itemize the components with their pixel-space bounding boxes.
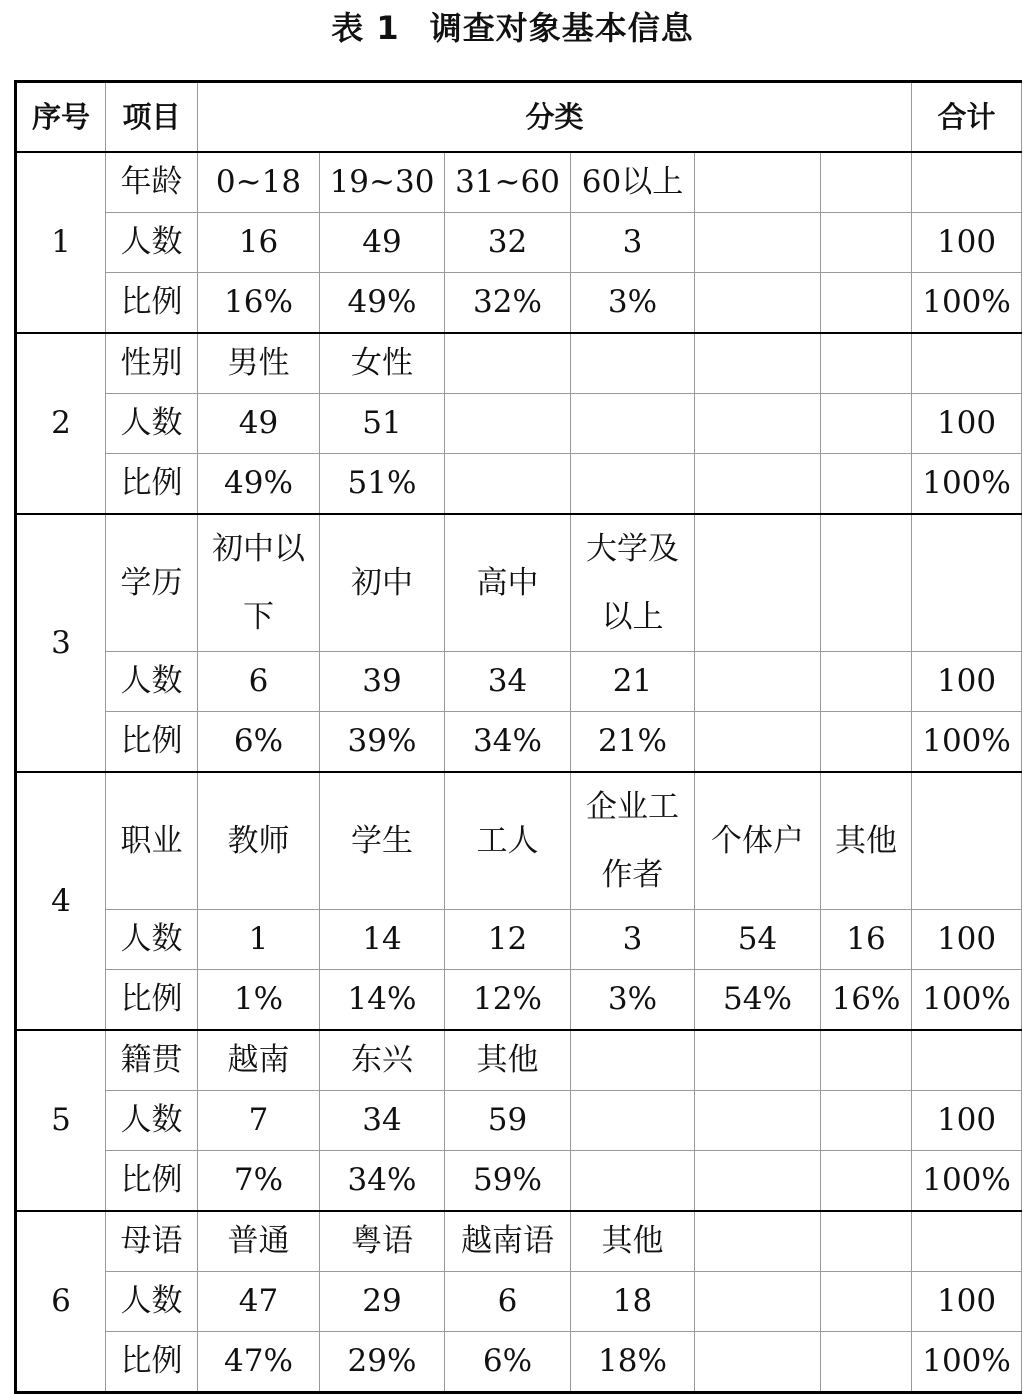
category-cell: 59%: [445, 1151, 571, 1212]
row-label-cell: 籍贯: [106, 1030, 198, 1091]
category-cell: [821, 1030, 912, 1091]
category-cell: 0~18: [198, 152, 320, 213]
total-cell: 100: [912, 910, 1022, 970]
category-cell: 个体户: [695, 772, 821, 910]
category-cell: 18: [571, 1272, 695, 1332]
header-seq: 序号: [16, 82, 106, 153]
category-cell: 54%: [695, 970, 821, 1031]
table-row: [16, 910, 1022, 970]
row-label-cell: 母语: [106, 1211, 198, 1272]
total-cell: 100%: [912, 1332, 1022, 1393]
category-cell: [695, 152, 821, 213]
table-row: [16, 712, 1022, 773]
category-cell: 女性: [320, 333, 445, 394]
table-row: [16, 652, 1022, 712]
category-cell: 34%: [445, 712, 571, 773]
category-cell: 39: [320, 652, 445, 712]
category-cell: [571, 454, 695, 515]
category-cell: 越南语: [445, 1211, 571, 1272]
category-cell: 29%: [320, 1332, 445, 1393]
category-cell: [821, 514, 912, 652]
total-cell: 100: [912, 213, 1022, 273]
table-body: [16, 152, 1022, 1393]
category-cell: 东兴: [320, 1030, 445, 1091]
category-cell: 初中以下: [198, 514, 320, 652]
seq-cell: 1: [16, 152, 106, 333]
category-cell: 1: [198, 910, 320, 970]
category-cell: 粤语: [320, 1211, 445, 1272]
category-cell: 初中: [320, 514, 445, 652]
row-label-cell: 人数: [106, 1091, 198, 1151]
category-cell: [695, 1272, 821, 1332]
seq-cell: 6: [16, 1211, 106, 1393]
category-cell: [571, 1030, 695, 1091]
category-cell: [821, 454, 912, 515]
category-cell: 16%: [198, 273, 320, 334]
category-cell: 39%: [320, 712, 445, 773]
seq-cell: 5: [16, 1030, 106, 1211]
total-cell: 100: [912, 1091, 1022, 1151]
category-cell: 大学及以上: [571, 514, 695, 652]
category-cell: 企业工作者: [571, 772, 695, 910]
table-row: [16, 1332, 1022, 1393]
category-cell: 32%: [445, 273, 571, 334]
row-label-cell: 人数: [106, 910, 198, 970]
category-cell: [821, 652, 912, 712]
category-cell: 29: [320, 1272, 445, 1332]
category-cell: 7%: [198, 1151, 320, 1212]
category-cell: 21: [571, 652, 695, 712]
category-cell: 32: [445, 213, 571, 273]
row-label-cell: 年龄: [106, 152, 198, 213]
category-cell: 男性: [198, 333, 320, 394]
category-cell: [695, 1211, 821, 1272]
category-cell: 3: [571, 910, 695, 970]
table-row: [16, 970, 1022, 1031]
category-cell: 60以上: [571, 152, 695, 213]
total-cell: 100%: [912, 1151, 1022, 1212]
category-cell: [695, 712, 821, 773]
category-cell: [695, 394, 821, 454]
caption-number: 表 1: [331, 9, 400, 47]
category-cell: [695, 652, 821, 712]
category-cell: [571, 1091, 695, 1151]
category-cell: [445, 454, 571, 515]
category-cell: 16%: [821, 970, 912, 1031]
table-row: [16, 1272, 1022, 1332]
category-cell: [695, 273, 821, 334]
total-cell: 100%: [912, 273, 1022, 334]
row-label-cell: 人数: [106, 213, 198, 273]
table-row: [16, 454, 1022, 515]
row-label-cell: 人数: [106, 1272, 198, 1332]
total-cell: 100: [912, 394, 1022, 454]
seq-cell: 4: [16, 772, 106, 1030]
total-cell: [912, 514, 1022, 652]
category-cell: 工人: [445, 772, 571, 910]
category-cell: 6: [198, 652, 320, 712]
table-row: [16, 1211, 1022, 1272]
header-row: [16, 82, 1022, 153]
category-cell: 47: [198, 1272, 320, 1332]
category-cell: 51%: [320, 454, 445, 515]
category-cell: 普通: [198, 1211, 320, 1272]
category-cell: [821, 152, 912, 213]
category-cell: 6: [445, 1272, 571, 1332]
category-cell: [821, 712, 912, 773]
category-cell: 6%: [445, 1332, 571, 1393]
total-cell: 100: [912, 1272, 1022, 1332]
category-cell: 19~30: [320, 152, 445, 213]
category-cell: [695, 454, 821, 515]
seq-cell: 3: [16, 514, 106, 772]
table-row: [16, 213, 1022, 273]
category-cell: 14: [320, 910, 445, 970]
category-cell: 1%: [198, 970, 320, 1031]
total-cell: [912, 772, 1022, 910]
category-cell: 47%: [198, 1332, 320, 1393]
category-cell: 12: [445, 910, 571, 970]
category-cell: [445, 333, 571, 394]
row-label-cell: 比例: [106, 1151, 198, 1212]
category-cell: 34%: [320, 1151, 445, 1212]
total-cell: 100%: [912, 454, 1022, 515]
total-cell: [912, 1030, 1022, 1091]
table-row: [16, 772, 1022, 910]
category-cell: [821, 1091, 912, 1151]
category-cell: 教师: [198, 772, 320, 910]
category-cell: 51: [320, 394, 445, 454]
category-cell: [695, 514, 821, 652]
survey-info-table: [14, 80, 1022, 1394]
total-cell: 100: [912, 652, 1022, 712]
category-cell: 学生: [320, 772, 445, 910]
table-row: [16, 273, 1022, 334]
category-cell: 7: [198, 1091, 320, 1151]
table-row: [16, 1030, 1022, 1091]
seq-cell: 2: [16, 333, 106, 514]
header-item: 项目: [106, 82, 198, 153]
category-cell: [445, 394, 571, 454]
table-row: [16, 333, 1022, 394]
category-cell: [695, 333, 821, 394]
row-label-cell: 职业: [106, 772, 198, 910]
row-label-cell: 比例: [106, 1332, 198, 1393]
category-cell: 其他: [571, 1211, 695, 1272]
category-cell: [821, 1151, 912, 1212]
row-label-cell: 比例: [106, 273, 198, 334]
category-cell: 3: [571, 213, 695, 273]
category-cell: 16: [821, 910, 912, 970]
table-row: [16, 1151, 1022, 1212]
category-cell: [821, 333, 912, 394]
category-cell: 14%: [320, 970, 445, 1031]
category-cell: 越南: [198, 1030, 320, 1091]
category-cell: [695, 213, 821, 273]
table-row: [16, 152, 1022, 213]
category-cell: 12%: [445, 970, 571, 1031]
category-cell: [821, 1272, 912, 1332]
category-cell: [821, 1332, 912, 1393]
total-cell: 100%: [912, 712, 1022, 773]
category-cell: 16: [198, 213, 320, 273]
header-total: 合计: [912, 82, 1022, 153]
category-cell: 49: [320, 213, 445, 273]
total-cell: [912, 1211, 1022, 1272]
category-cell: 49: [198, 394, 320, 454]
caption-title: 调查对象基本信息: [429, 9, 694, 47]
row-label-cell: 比例: [106, 970, 198, 1031]
row-label-cell: 人数: [106, 652, 198, 712]
category-cell: [571, 394, 695, 454]
category-cell: 31~60: [445, 152, 571, 213]
category-cell: 6%: [198, 712, 320, 773]
category-cell: [695, 1030, 821, 1091]
category-cell: 59: [445, 1091, 571, 1151]
category-cell: 其他: [821, 772, 912, 910]
category-cell: 21%: [571, 712, 695, 773]
category-cell: [571, 333, 695, 394]
category-cell: 3%: [571, 970, 695, 1031]
table-row: [16, 394, 1022, 454]
category-cell: 34: [320, 1091, 445, 1151]
category-cell: 49%: [320, 273, 445, 334]
category-cell: 49%: [198, 454, 320, 515]
total-cell: 100%: [912, 970, 1022, 1031]
table-caption: [0, 6, 1025, 50]
category-cell: [821, 1211, 912, 1272]
total-cell: [912, 152, 1022, 213]
row-label-cell: 比例: [106, 454, 198, 515]
row-label-cell: 性别: [106, 333, 198, 394]
row-label-cell: 人数: [106, 394, 198, 454]
category-cell: 3%: [571, 273, 695, 334]
category-cell: [821, 213, 912, 273]
category-cell: [571, 1151, 695, 1212]
category-cell: 18%: [571, 1332, 695, 1393]
category-cell: [821, 394, 912, 454]
category-cell: 高中: [445, 514, 571, 652]
category-cell: [695, 1091, 821, 1151]
row-label-cell: 比例: [106, 712, 198, 773]
table-row: [16, 1091, 1022, 1151]
category-cell: [821, 273, 912, 334]
category-cell: 34: [445, 652, 571, 712]
row-label-cell: 学历: [106, 514, 198, 652]
total-cell: [912, 333, 1022, 394]
header-category: 分类: [198, 82, 912, 153]
category-cell: 54: [695, 910, 821, 970]
category-cell: [695, 1151, 821, 1212]
table-row: [16, 514, 1022, 652]
category-cell: [695, 1332, 821, 1393]
category-cell: 其他: [445, 1030, 571, 1091]
